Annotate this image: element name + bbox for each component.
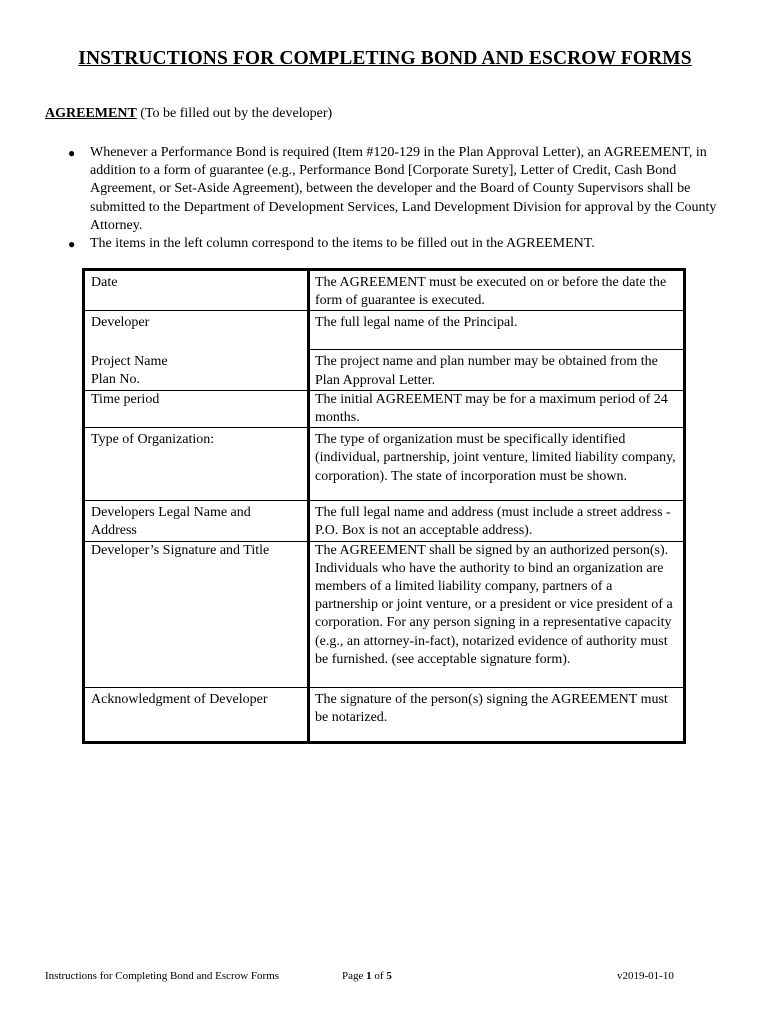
table-cell-description: The project name and plan number may be obtained from the Plan Approval Letter. [309, 350, 684, 390]
footer-document-name: Instructions for Completing Bond and Escrow Forms [45, 970, 280, 982]
table-cell-item: Developer’s Signature and Title [85, 541, 309, 687]
table-row [85, 271, 683, 311]
table-cell-item: Project Name Plan No. [85, 350, 309, 390]
table-cell-description: The AGREEMENT shall be signed by an authorized person(s). Individuals who have the authority to bind an organization are members of a limited liability company, partners of a partnership or joint venture, or a president or vice president of a corporation. For any person signing in a representative capacity (e.g., an attorney-in-fact), notarized evidence of authority must be furnished. (see acceptable signature form). [309, 541, 684, 687]
table-cell-description: The type of organization must be specifically identified (individual, partnership, joint venture, limited liability company, corporation). The state of incorporation must be shown. [309, 428, 684, 501]
table-row [85, 428, 683, 501]
table-cell-item: Time period [85, 390, 309, 427]
bullet-icon: ● [68, 237, 76, 252]
table-row [85, 687, 683, 741]
table-cell-description: The AGREEMENT must be executed on or before the date the form of guarantee is executed. [309, 271, 684, 311]
section-heading [45, 106, 332, 122]
agreement-items-table [82, 268, 686, 744]
instruction-list [68, 144, 728, 253]
footer-version: v2019-01-10 [617, 970, 674, 982]
table-row [85, 311, 683, 350]
list-item-text: Whenever a Performance Bond is required (Item #120-129 in the Plan Approval Letter), an AGREEMENT, in addition to a form of guarantee (e.g., Performance Bond [Corporate Surety], Letter of Credit, Cash Bond Agreement, or Set-Aside Agreement), between the developer and the Board of County Supervisors shall be submitted to the Department of Development Services, Land Development Division for approval by the County Attorney. [90, 145, 717, 233]
table-row [85, 350, 683, 390]
section-subheading: (To be filled out by the developer) [136, 106, 333, 121]
list-item [68, 235, 728, 253]
footer-page-number: Page 1 of 5 [342, 970, 392, 982]
table-cell-item: Date [85, 271, 309, 311]
table-row [85, 541, 683, 687]
section-heading-label: AGREEMENT [45, 106, 137, 121]
list-item-text: The items in the left column correspond to the items to be filled out in the AGREEMENT. [90, 236, 595, 252]
table-cell-item: Type of Organization: [85, 428, 309, 501]
table-row [85, 390, 683, 427]
document-title: INSTRUCTIONS FOR COMPLETING BOND AND ESCROW FORMS [78, 48, 692, 69]
table-cell-description: The signature of the person(s) signing the AGREEMENT must be notarized. [315, 691, 668, 725]
table-cell-description: The initial AGREEMENT may be for a maximum period of 24 months. [309, 390, 684, 427]
bullet-icon: ● [68, 146, 76, 160]
list-item [68, 144, 728, 235]
table-cell-description: The full legal name of the Principal. [309, 311, 684, 350]
table-cell-item: Developers Legal Name and Address [85, 501, 309, 541]
table-cell-description: The full legal name and address (must include a street address - P.O. Box is not an acceptable address). [309, 501, 684, 541]
table-cell-item: Acknowledgment of Developer [85, 687, 309, 741]
table-row [85, 501, 683, 541]
table-cell-item: Developer [85, 311, 309, 350]
